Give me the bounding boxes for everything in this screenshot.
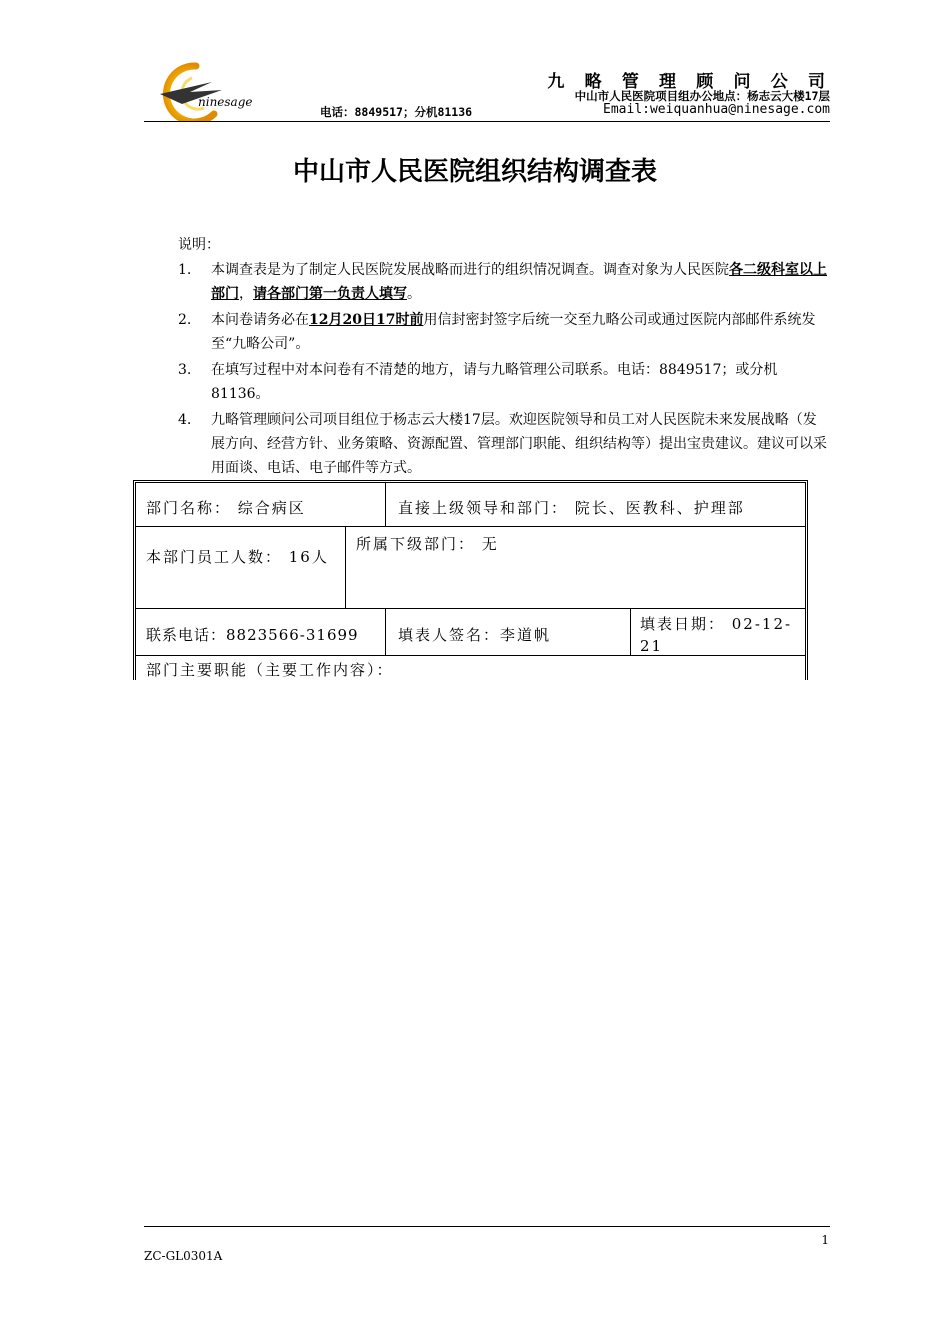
note-text: 本问卷请务必在 [211,312,309,328]
note-item [178,408,830,480]
header-phone: 电话：8849517；分机81136 [320,105,473,119]
office-address: 中山市人民医院项目组办公地点：杨志云大楼17层 [574,89,830,103]
cell-divider [385,483,386,526]
cell-divider [385,608,386,655]
ninesage-logo [152,60,264,122]
contact-phone-field[interactable]: 联系电话：8823566-31699 [146,626,359,644]
note-number: 2. [178,312,192,328]
note-item [178,358,830,406]
duties-label: 部门主要职能（主要工作内容）： [146,661,394,679]
note-item [178,308,830,356]
survey-form-table [133,480,808,680]
note-text: 本调查表是为了制定人民医院发展战略而进行的组织情况调查。调查对象为人民医院 [211,262,729,278]
document-code: ZC-GL0301A [144,1249,223,1263]
dept-name-field[interactable]: 部门名称： 综合病区 [146,499,306,517]
superior-field[interactable]: 直接上级领导和部门： 院长、医教科、护理部 [398,499,745,517]
row-divider [136,608,805,609]
note-text: 用信封密封签字后统一交至九略公司或通过医院内部邮件系统发至“九略公司”。 [211,312,816,352]
staff-count-field[interactable]: 本部门员工人数： 16人 [146,548,329,566]
footer-divider [144,1226,830,1227]
note-text: 。 [407,286,421,302]
cell-divider [630,608,631,655]
page-title: 中山市人民医院组织结构调查表 [292,157,657,187]
note-number: 3. [178,362,192,378]
note-emphasis: 各二级科室以上部门 [211,262,827,302]
company-name: 九 略 管 理 顾 问 公 司 [547,72,830,92]
fill-date-field[interactable]: 填表日期： 02-12-21 [640,615,793,655]
note-text: ， [239,286,253,302]
note-item [178,258,830,306]
intro-label: 说明： [178,237,220,253]
cell-divider [345,526,346,608]
header-email: Email:weiquanhua@ninesage.com [603,102,830,117]
note-number: 4. [178,412,192,428]
notes-list [178,258,830,482]
row-divider [136,526,805,527]
subordinate-field[interactable]: 所属下级部门： 无 [356,535,499,553]
page-number: 1 [821,1233,829,1247]
signer-field[interactable]: 填表人签名：李道帆 [398,626,552,644]
note-number: 1. [178,262,192,278]
header-divider [144,121,830,122]
note-text: 在填写过程中对本问卷有不清楚的地方，请与九略管理公司联系。电话：8849517；或分机81136。 [211,362,778,402]
note-deadline: 12月20日17时前 [309,312,424,328]
note-text: 九略管理顾问公司项目组位于杨志云大楼17层。欢迎医院领导和员工对人民医院未来发展战略（发展方向、经营方针、业务策略、资源配置、管理部门职能、组织结构等）提出宝贵建议。建议可以采用面谈、电话、电子邮件等方式。 [211,412,827,476]
note-emphasis: 请各部门第一负责人填写 [253,286,407,302]
logo-wordmark: ninesage [198,95,253,109]
row-divider [136,655,805,656]
